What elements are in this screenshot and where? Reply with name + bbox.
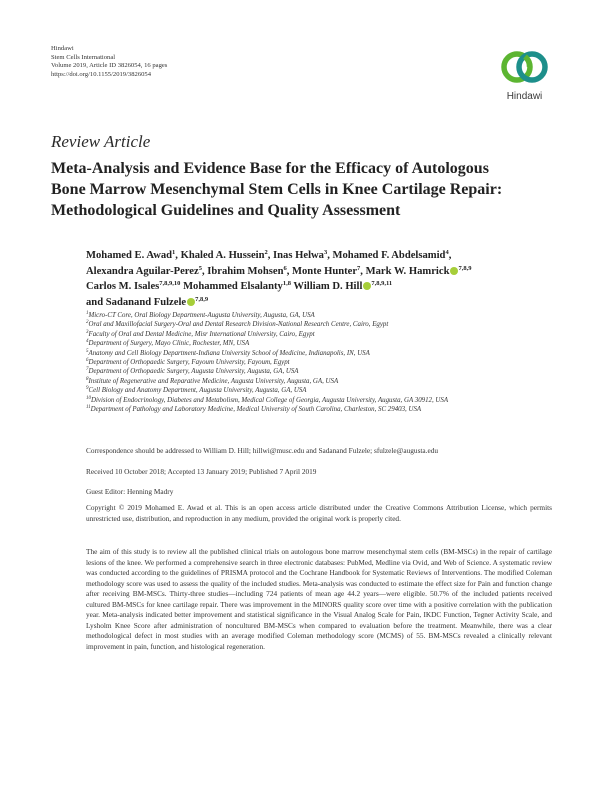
affiliation-item: [86, 311, 566, 320]
author-and: and: [86, 296, 104, 308]
affiliation-text: Department of Surgery, Mayo Clinic, Rochester, MN, USA: [88, 340, 250, 348]
affiliation-text: Department of Pathology and Laboratory Medicine, Medical University of South Carolina, Charleston, SC 29403, USA: [90, 406, 422, 414]
hindawi-logo-icon: [497, 45, 552, 89]
author-line: Alexandra Aguilar-Perez$^5$, Ibrahim Mohsen$^6$, Monte Hunter$^7$, Mark W. Hamrick $^{7,8,9}$: [86, 264, 472, 277]
orcid-icon[interactable]: [187, 298, 195, 306]
affiliation-text: Department of Orthopaedic Surgery, Augusta University, Augusta, GA, USA: [88, 368, 299, 376]
affiliation-text: Department of Orthopaedic Surgery, Fayoum University, Fayoum, Egypt: [88, 359, 290, 367]
journal-header: [51, 45, 167, 79]
author-affil-sup: 7,8,9,11: [371, 280, 393, 288]
volume-info: Volume 2019, Article ID 3826054, 16 pages: [51, 62, 168, 70]
author-affil-sup: 2: [264, 249, 268, 256]
author-affil-sup: 6: [283, 264, 287, 272]
author-affil-sup: 7: [357, 264, 361, 272]
affiliation-text: Anatomy and Cell Biology Department-Indiana University School of Medicine, Indianapolis, IN, USA: [88, 349, 370, 357]
hindawi-logo: [497, 45, 552, 105]
affiliation-text: Oral and Maxillofacial Surgery-Oral and Dental Research Division-National Research Centre, Cairo, Egypt: [88, 321, 389, 329]
author-affil-sup: 1,8: [282, 280, 291, 288]
author-line: [86, 279, 556, 295]
author-name[interactable]: Khaled A. Hussein: [180, 250, 265, 261]
affiliation-number: 8: [86, 376, 89, 382]
author-name[interactable]: William D. Hill: [293, 281, 363, 293]
affiliation-text: Micro-CT Core, Oral Biology Department-Augusta University, Augusta, GA, USA: [88, 312, 315, 319]
copyright-notice: Copyright © 2019 Mohamed E. Awad et al. This is an open access article distributed under the Creative Commons Attribution License, which permits unrestricted use, distribution, and reproduction in any medium, provided the original work is properly cited.: [86, 503, 552, 523]
title-line: Methodological Guidelines and Quality Assessment: [51, 202, 401, 219]
affiliation-item: [86, 339, 566, 348]
affiliation-number: 4: [86, 339, 89, 345]
logo-wordmark: Hindawi: [506, 91, 543, 102]
affiliation-item: [86, 386, 566, 395]
affiliation-number: 10: [86, 395, 91, 401]
author-line: Mohamed E. Awad$^1$, Khaled A. Hussein$^2$, Inas Helwa$^3$, Mohamed F. Abdelsamid$^4$,: [86, 249, 452, 261]
article-type: Review Article: [51, 132, 151, 151]
author-name[interactable]: Monte Hunter: [292, 265, 358, 277]
publisher-name: Hindawi: [51, 45, 74, 52]
affiliation-number: 9: [86, 386, 89, 392]
author-affil-sup: 4: [445, 249, 449, 256]
abstract-text: The aim of this study is to review all the published clinical trials on autologous bone marrow mesenchymal stem cells (BM-MSCs) in the repair of cartilage lesions of the knee. We performed a comprehensive search in three electronic databases: PubMed, Medline via Ovid, and Web of Science. A systematic review was conducted according to the guidelines of PRISMA protocol and the Cochrane Handbook for Systematic Reviews of Interventions. The modified Coleman methodology score was used to assess the quality of the included studies. Meta-analysis was conducted to estimate the effect size for Pain and function change after receiving BM-MSCs. Thirty-three studies—including 724 patients of mean age 44.2 years—were eligible. 50.7% of the included patients received cultured BM-MSCs for knee cartilage repair. There was improvement in the MINORS quality score over time with a positive correlation with the publication year. Meta-analysis indicated better improvement and statistical significance in the Visual Analog Scale for Pain, IKDC Function, Tegner Activity Scale, and Lysholm Knee Score after administration of noncultured BM-MSCs when compared to evaluation before the treatment. Meanwhile, there was a clear methodological defect in most studies with an average modified Coleman methodology score (MCMS) of 55. BM-MSCs revealed a clinically relevant improvement in pain, function, and histological regeneration.: [86, 547, 552, 651]
correspondence: Correspondence should be addressed to William D. Hill; hillwi@musc.edu and Sadanand Fulzele; sfulzele@augusta.edu: [86, 446, 439, 455]
author-name[interactable]: Carlos M. Isales: [86, 281, 160, 293]
affiliation-item: [86, 405, 566, 414]
author-line: [86, 295, 556, 311]
doi-link[interactable]: https://doi.org/10.1155/2019/3826054: [51, 70, 152, 78]
author-affil-sup: 5: [198, 264, 202, 272]
affiliation-text: Division of Endocrinology, Diabetes and Metabolism, Medical College of Georgia, Augusta University, Augusta, GA 30912, USA: [91, 396, 449, 404]
author-name[interactable]: Alexandra Aguilar-Perez: [86, 265, 199, 277]
affiliation-number: 7: [86, 367, 89, 373]
author-affil-sup: 7,8,9,10: [159, 280, 181, 288]
affiliation-item: [86, 377, 566, 386]
journal-name: Stem Cells International: [51, 53, 116, 61]
author-affil-sup: 1: [172, 249, 176, 256]
affiliation-number: 2: [86, 320, 89, 326]
author-name[interactable]: Sadanand Fulzele: [105, 296, 187, 308]
affiliation-item: [86, 349, 566, 358]
affiliation-item: [86, 330, 566, 339]
affiliation-item: [86, 396, 566, 405]
author-name[interactable]: Mark W. Hamrick: [365, 265, 450, 277]
author-affil-sup: 7,8,9: [195, 295, 209, 303]
paper-title: [51, 158, 571, 221]
author-name[interactable]: Inas Helwa: [273, 250, 324, 261]
affiliation-text: Cell Biology and Anatomy Department, Augusta University, Augusta, GA, USA: [88, 387, 307, 395]
publication-dates: Received 10 October 2018; Accepted 13 January 2019; Published 7 April 2019: [86, 467, 317, 476]
affiliation-number: 11: [86, 405, 91, 411]
author-name[interactable]: Mohammed Elsalanty: [183, 281, 283, 293]
author-affil-sup: 3: [323, 249, 328, 256]
author-affil-sup: 7,8,9: [458, 264, 472, 272]
affiliation-text: Faculty of Oral and Dental Medicine, Misr International University, Cairo, Egypt: [88, 330, 315, 338]
affiliation-item: [86, 367, 566, 376]
title-line: Meta-Analysis and Evidence Base for the Efficacy of Autologous: [51, 160, 489, 177]
affiliation-text: Institute of Regenerative and Reparative Medicine, Augusta University, Augusta, GA, USA: [88, 377, 339, 385]
author-list: [86, 248, 556, 310]
affiliation-item: [86, 358, 566, 367]
title-line: Bone Marrow Mesenchymal Stem Cells in Knee Cartilage Repair:: [51, 181, 503, 198]
author-name[interactable]: Mohamed F. Abdelsamid: [332, 250, 446, 261]
affiliation-number: 3: [86, 329, 89, 335]
affiliation-list: [86, 311, 566, 414]
affiliation-item: [86, 320, 566, 329]
author-name[interactable]: Ibrahim Mohsen: [207, 265, 284, 277]
affiliation-number: 5: [86, 348, 89, 354]
guest-editor: Guest Editor: Henning Madry: [86, 487, 174, 496]
affiliation-number: 6: [86, 358, 89, 364]
author-name[interactable]: Mohamed E. Awad: [86, 250, 173, 261]
affiliation-number: 1: [86, 311, 89, 316]
